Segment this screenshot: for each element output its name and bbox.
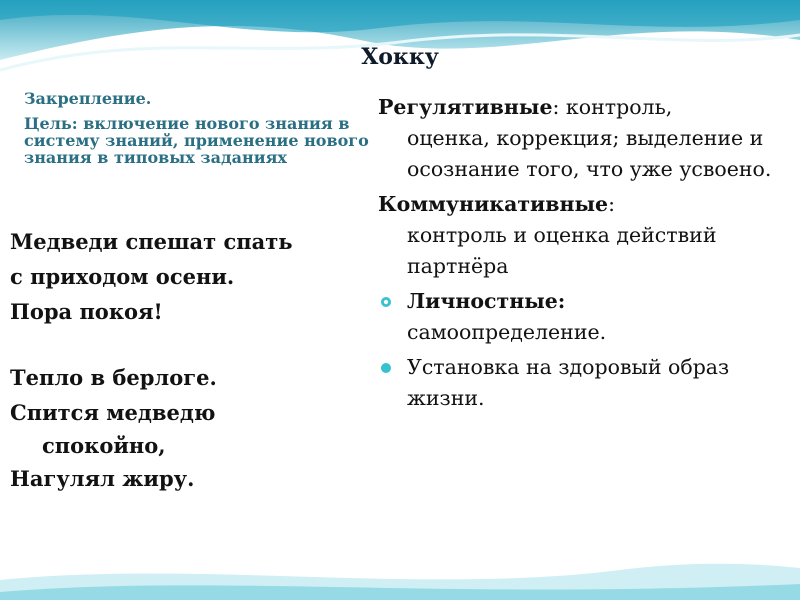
uud-item-text: Установка на здоровый образ жизни. — [407, 355, 730, 410]
uud-item-personal — [378, 286, 788, 348]
poem-line: Медведи спешат спать — [10, 229, 293, 254]
slide-title: Хокку — [361, 44, 439, 70]
uud-item-regulatory — [378, 92, 788, 185]
poem-line: Спится медведю — [10, 400, 216, 425]
uud-item-communicative — [378, 189, 788, 282]
poem-line: Пора покоя! — [10, 299, 163, 324]
uud-item-head: Личностные: — [407, 289, 566, 313]
lesson-purpose: Цель: включение нового знания в систему знаний, применение нового знания в типовых заданиях — [24, 114, 369, 167]
uud-item-rest: оценка, коррекция; выделение и осознание того, что уже усвоено. — [407, 126, 772, 181]
poem-line: Нагулял жиру. — [10, 466, 195, 491]
decorative-wave-bottom — [0, 540, 800, 600]
uud-item-text: : — [608, 192, 616, 216]
uud-item-health — [378, 352, 788, 414]
lesson-goal — [24, 90, 394, 166]
poem-line: спокойно, — [42, 433, 166, 458]
lesson-stage: Закрепление. — [24, 89, 152, 108]
bullet-icon — [380, 296, 392, 308]
uud-item-rest: контроль и оценка действий партнёра — [407, 223, 717, 278]
uud-list — [378, 92, 788, 418]
uud-item-text: : контроль, — [552, 95, 673, 119]
bullet-icon — [380, 362, 392, 374]
uud-item-rest: самоопределение. — [407, 320, 607, 344]
poem-line: с приходом осени. — [10, 264, 235, 289]
stanza-gap — [10, 329, 370, 360]
poem-line: Тепло в берлоге. — [10, 365, 217, 390]
haiku-poem — [10, 224, 370, 496]
uud-item-head: Регулятивные — [378, 95, 553, 119]
uud-item-head: Коммуникативные — [378, 192, 609, 216]
